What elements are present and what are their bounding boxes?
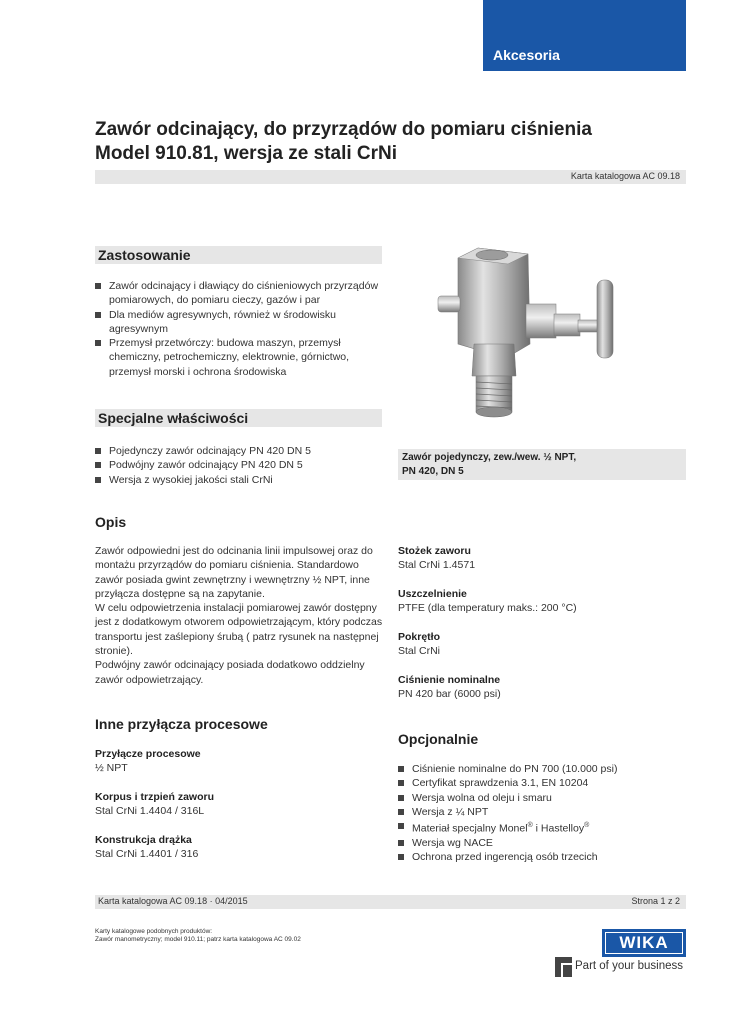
footer-catalog: Karta katalogowa AC 09.18 · 04/2015 xyxy=(98,896,248,906)
list-item-text: Materiał specjalny Monel xyxy=(412,822,528,835)
opis-paragraph: W celu odpowietrzenia instalacji pomiarowej zawór dostępny jest z dodatkowym otworem odpowietrzającym, który podczas transportu jest zaślepiony śrubą ( patrz rysunek na następnej stronie). xyxy=(95,602,383,658)
title-line-2: Model 910.81, wersja ze stali CrNi xyxy=(95,143,398,164)
footer-bar xyxy=(95,895,686,909)
process-field xyxy=(95,747,383,775)
list-item: Ochrona przed ingerencją osób trzecich xyxy=(398,850,686,864)
category-tab xyxy=(483,0,686,71)
zastosowanie-heading-text: Zastosowanie xyxy=(98,247,191,263)
spec-value: Stal CrNi 1.4571 xyxy=(398,559,476,571)
spec-label: Ciśnienie nominalne xyxy=(398,674,501,686)
process-value: Stal CrNi 1.4401 / 316 xyxy=(95,848,199,860)
opcjonalnie-heading: Opcjonalnie xyxy=(398,731,479,747)
catalog-ref: Karta katalogowa AC 09.18 xyxy=(570,171,680,181)
footer-note-line-1: Karty katalogowe podobnych produktów: xyxy=(95,928,213,935)
list-item-text-cont: i Hastelloy xyxy=(532,822,585,835)
spec-label: Stożek zaworu xyxy=(398,545,471,557)
caption-line-1: Zawór pojedynczy, zew./wew. ½ NPT, xyxy=(402,452,577,463)
section-heading-specjalne xyxy=(95,409,382,427)
footer-note xyxy=(95,928,515,944)
wika-logo-text: WIKA xyxy=(619,933,669,952)
spec-label: Uszczelnienie xyxy=(398,588,467,600)
list-item: Zawór odcinający i dławiący do ciśnieniowych przyrządów pomiarowych, do pomiaru cieczy, gazów i par xyxy=(95,279,390,308)
tagline: Part of your business xyxy=(575,960,684,972)
footer-page: Strona 1 z 2 xyxy=(631,896,680,906)
specjalne-heading-text: Specjalne właściwości xyxy=(98,410,249,426)
list-item: Pojedynczy zawór odcinający PN 420 DN 5 xyxy=(95,444,390,458)
registered-mark: ® xyxy=(527,822,533,830)
list-item: Ciśnienie nominalne do PN 700 (10.000 psi) xyxy=(398,762,686,776)
process-field xyxy=(95,790,383,818)
spec-value: Stal CrNi xyxy=(398,645,441,657)
list-item: Certyfikat sprawdzenia 3.1, EN 10204 xyxy=(398,776,686,790)
process-label: Konstrukcja drążka xyxy=(95,834,192,846)
process-value: Stal CrNi 1.4404 / 316L xyxy=(95,805,205,817)
image-caption xyxy=(398,449,686,480)
process-value: ½ NPT xyxy=(95,762,128,774)
zastosowanie-list xyxy=(95,279,390,379)
opis-paragraph: Podwójny zawór odcinający posiada dodatkowo oddzielny zawór odpowietrzający. xyxy=(95,659,365,686)
spec-value: PTFE (dla temperatury maks.: 200 °C) xyxy=(398,602,577,614)
spec-label: Pokrętło xyxy=(398,631,441,643)
footer-note-line-2: Zawór manometryczny; model 910.11; patrz karta katalogowa AC 09.02 xyxy=(95,936,301,943)
process-field xyxy=(95,833,383,861)
opis-heading: Opis xyxy=(95,514,127,530)
list-item xyxy=(398,819,686,836)
section-heading-zastosowanie xyxy=(95,246,382,264)
opis-paragraph: Zawór odpowiedni jest do odcinania linii impulsowej oraz do montażu przyrządów do pomiaru ciśnienia. Standardowo zawór posiada gwint zewnętrzny i wewnętrzny ½ NPT, inne przyłącza dostępne są na zapytanie. xyxy=(95,545,373,600)
specjalne-list xyxy=(95,444,390,487)
title-line-1: Zawór odcinający, do przyrządów do pomiaru ciśnienia xyxy=(95,119,592,140)
list-item: Przemysł przetwórczy: budowa maszyn, przemysł chemiczny, petrochemiczny, elektrownie, górnictwo, przemysł morski i ochrona środowiska xyxy=(95,336,390,379)
list-item: Wersja wolna od oleju i smaru xyxy=(398,791,686,805)
spec-field xyxy=(398,587,686,615)
list-item: Wersja z wysokiej jakości stali CrNi xyxy=(95,473,390,487)
list-item: Podwójny zawór odcinający PN 420 DN 5 xyxy=(95,458,390,472)
list-item: Wersja z ¼ NPT xyxy=(398,805,686,819)
spec-field xyxy=(398,630,686,658)
page-title xyxy=(95,118,695,166)
process-label: Przyłącze procesowe xyxy=(95,748,201,760)
wika-logo xyxy=(602,929,686,957)
opis-text xyxy=(95,544,383,687)
category-tab-label: Akcesoria xyxy=(493,47,560,63)
spec-field xyxy=(398,544,686,572)
process-label: Korpus i trzpień zaworu xyxy=(95,791,215,803)
caption-line-2: PN 420, DN 5 xyxy=(402,466,464,477)
spec-field xyxy=(398,673,686,701)
list-item: Wersja wg NACE xyxy=(398,836,686,850)
inne-fields xyxy=(95,747,383,861)
specs-right xyxy=(398,544,686,701)
part-of-business-icon xyxy=(555,957,572,977)
catalog-ref-bar xyxy=(95,170,686,184)
opcjonalnie-list xyxy=(398,762,686,865)
valve-product-image xyxy=(430,240,650,440)
spec-value: PN 420 bar (6000 psi) xyxy=(398,688,501,700)
list-item: Dla mediów agresywnych, również w środowisku agresywnym xyxy=(95,308,390,337)
registered-mark: ® xyxy=(584,822,590,830)
inne-heading: Inne przyłącza procesowe xyxy=(95,716,268,732)
